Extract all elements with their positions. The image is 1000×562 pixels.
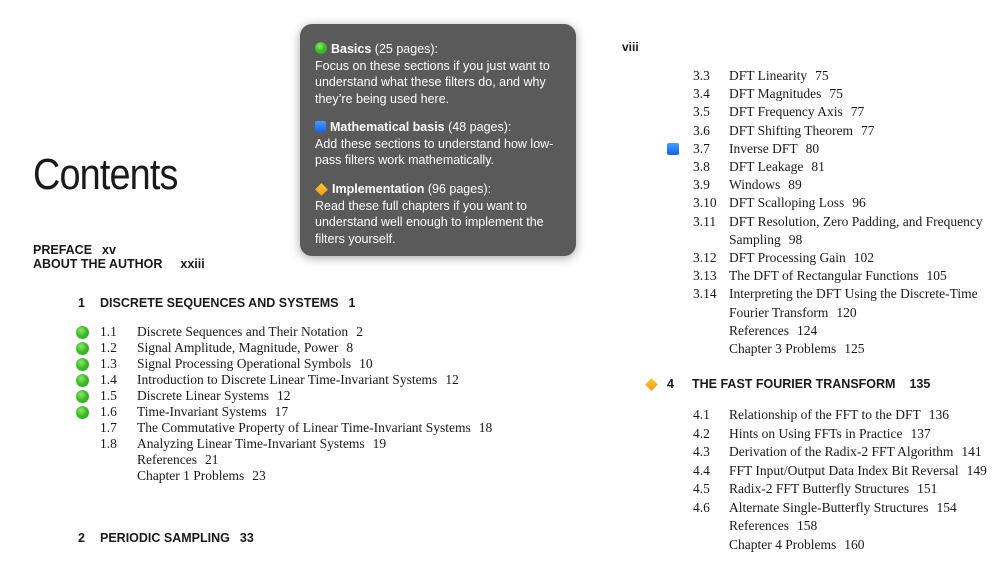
blue-square-icon — [667, 143, 679, 155]
section-page: 105 — [926, 268, 947, 284]
section-number: 4.3 — [693, 444, 710, 459]
front-matter-about-author[interactable] — [33, 257, 205, 271]
section-number: 3.12 — [693, 250, 717, 265]
section-number: 4.2 — [693, 425, 710, 441]
tooltip-pages: (25 pages): — [374, 42, 439, 56]
section-page: 96 — [852, 195, 866, 211]
chapter-title: THE FAST FOURIER TRANSFORM — [692, 377, 896, 391]
section-number: 3.8 — [693, 159, 710, 174]
section-title: Inverse DFT — [729, 140, 798, 156]
section-title: DFT Leakage — [729, 159, 804, 174]
section-title: Discrete Linear Systems — [137, 388, 269, 403]
orange-diamond-icon — [645, 378, 658, 391]
section-title: Chapter 3 Problems — [729, 341, 837, 356]
section-title: Signal Amplitude, Magnitude, Power — [137, 340, 339, 355]
tooltip-body: Read these full chapters if you want to understand well enough to implement the filters yourself. — [315, 198, 544, 246]
section-title: Signal Processing Operational Symbols — [137, 356, 352, 371]
section-title: DFT Frequency Axis — [729, 104, 843, 120]
section-title: Interpreting the DFT Using the Discrete-Time — [729, 286, 978, 302]
chapter-number: 2 — [78, 531, 85, 545]
section-page: 23 — [252, 468, 266, 483]
section-title: DFT Processing Gain — [729, 250, 846, 265]
section-title: Sampling — [729, 231, 781, 247]
green-circle-icon — [76, 374, 89, 387]
section-page: 89 — [788, 177, 802, 193]
section-page: 77 — [850, 104, 865, 120]
section-page: 125 — [844, 341, 865, 356]
green-circle-icon — [76, 406, 89, 419]
section-number: 3.10 — [693, 195, 717, 211]
green-circle-icon — [76, 342, 89, 355]
section-page: 141 — [961, 444, 982, 459]
section-title: The DFT of Rectangular Functions — [729, 268, 919, 284]
section-number: 3.6 — [693, 122, 710, 138]
section-page: 98 — [788, 231, 803, 247]
section-page: 151 — [917, 481, 938, 496]
section-page: 149 — [966, 462, 987, 478]
section-number: 1.7 — [100, 420, 117, 435]
section-page: 12 — [276, 388, 291, 403]
section-page: 154 — [936, 499, 957, 515]
green-circle-icon — [76, 390, 89, 403]
section-page: 18 — [478, 420, 493, 435]
tooltip-math — [315, 119, 567, 169]
green-circle-icon — [76, 326, 89, 339]
section-number: 4.6 — [693, 499, 710, 515]
section-title: Alternate Single-Butterfly Structures — [729, 499, 929, 515]
section-page: 8 — [346, 340, 354, 355]
section-title: DFT Scalloping Loss — [729, 195, 845, 211]
section-title: Radix-2 FFT Butterfly Structures — [729, 481, 910, 496]
section-page: 75 — [815, 68, 829, 83]
tooltip-body: Focus on these sections if you just want to understand what these filters do, and why they’re being used here. — [315, 58, 550, 106]
tooltip-body: Add these sections to understand how low-pass filters work mathematically. — [315, 136, 554, 167]
tooltip-pages: (96 pages): — [427, 182, 492, 196]
section-number: 1.5 — [100, 388, 117, 403]
orange-diamond-icon — [315, 183, 328, 196]
page-title: Contents — [33, 150, 178, 199]
section-number: 1.3 — [100, 356, 117, 371]
section-title: References — [729, 322, 789, 338]
chapter-number: 4 — [667, 377, 674, 391]
front-matter-label: ABOUT THE AUTHOR — [33, 257, 163, 271]
blue-square-icon — [315, 121, 326, 132]
section-page: 12 — [445, 372, 459, 387]
section-title: Introduction to Discrete Linear Time-Invariant Systems — [137, 372, 438, 387]
chapter-number: 1 — [78, 296, 85, 310]
tooltip-pages: (48 pages): — [448, 120, 512, 134]
section-page: 102 — [853, 250, 874, 265]
section-number: 1.2 — [100, 340, 117, 355]
section-page: 160 — [844, 536, 865, 552]
section-title: Derivation of the Radix-2 FFT Algorithm — [729, 444, 954, 459]
section-page: 81 — [811, 159, 825, 174]
section-title: Relationship of the FFT to the DFT — [729, 407, 921, 422]
page-number: viii — [622, 40, 639, 54]
section-number: 1.6 — [100, 404, 117, 419]
section-number: 4.1 — [693, 407, 710, 422]
section-page: 136 — [928, 407, 949, 422]
section-title: Discrete Sequences and Their Notation — [137, 324, 349, 339]
section-title: FFT Input/Output Data Index Bit Reversal — [729, 462, 959, 478]
section-title: Hints on Using FFTs in Practice — [729, 425, 903, 441]
front-matter-page: xxiii — [180, 257, 205, 271]
chapter-page: 33 — [239, 531, 254, 545]
section-page: 10 — [359, 356, 373, 371]
section-number: 4.4 — [693, 462, 710, 478]
front-matter-page: xv — [102, 243, 116, 257]
section-page: 137 — [910, 425, 931, 441]
green-circle-icon — [315, 42, 327, 54]
section-page: 17 — [274, 404, 289, 419]
section-title: DFT Shifting Theorem — [729, 122, 853, 138]
section-title: Time-Invariant Systems — [137, 404, 267, 419]
section-title: Windows — [729, 177, 781, 193]
section-title: DFT Linearity — [729, 68, 808, 83]
tooltip-basics — [315, 41, 567, 107]
section-title: Analyzing Linear Time-Invariant Systems — [137, 436, 365, 451]
chapter-page: 1 — [348, 296, 356, 310]
section-title: Chapter 1 Problems — [137, 468, 245, 483]
tooltip-heading: Implementation — [332, 182, 425, 196]
section-title: Fourier Transform — [729, 304, 829, 320]
section-number: 3.11 — [693, 213, 717, 229]
tooltip-heading: Basics — [331, 42, 372, 56]
section-page: 77 — [861, 122, 875, 138]
section-number: 4.5 — [693, 481, 710, 496]
section-title: DFT Magnitudes — [729, 86, 822, 102]
legend-tooltip — [300, 24, 576, 256]
section-page: 75 — [829, 86, 843, 102]
front-matter-preface[interactable] — [33, 243, 116, 257]
section-number: 3.13 — [693, 268, 717, 284]
tooltip-heading: Mathematical basis — [330, 120, 445, 134]
section-title: DFT Resolution, Zero Padding, and Frequency — [729, 213, 983, 229]
section-page: 2 — [356, 324, 363, 339]
section-page: 120 — [836, 304, 857, 320]
chapter-title: PERIODIC SAMPLING — [100, 531, 230, 545]
section-page: 19 — [372, 436, 387, 451]
section-number: 1.1 — [100, 324, 117, 339]
section-number: 3.4 — [693, 86, 710, 102]
section-title: References — [729, 518, 789, 533]
front-matter-label: PREFACE — [33, 243, 93, 257]
chapter-page: 135 — [909, 377, 931, 391]
section-page: 158 — [796, 518, 818, 533]
section-number: 3.7 — [693, 140, 710, 156]
section-number: 3.5 — [693, 104, 710, 120]
section-page: 21 — [204, 452, 219, 467]
section-page: 80 — [805, 140, 820, 156]
section-number: 1.8 — [100, 436, 117, 451]
section-number: 3.14 — [693, 286, 717, 302]
section-title: Chapter 4 Problems — [729, 536, 837, 552]
section-number: 1.4 — [100, 372, 117, 387]
chapter-title: DISCRETE SEQUENCES AND SYSTEMS — [100, 296, 339, 310]
tooltip-implementation — [315, 181, 567, 247]
section-title: The Commutative Property of Linear Time-Invariant Systems — [137, 420, 471, 435]
green-circle-icon — [76, 358, 89, 371]
section-number: 3.3 — [693, 68, 710, 83]
section-page: 124 — [796, 322, 818, 338]
section-number: 3.9 — [693, 177, 710, 193]
section-title: References — [137, 452, 197, 467]
